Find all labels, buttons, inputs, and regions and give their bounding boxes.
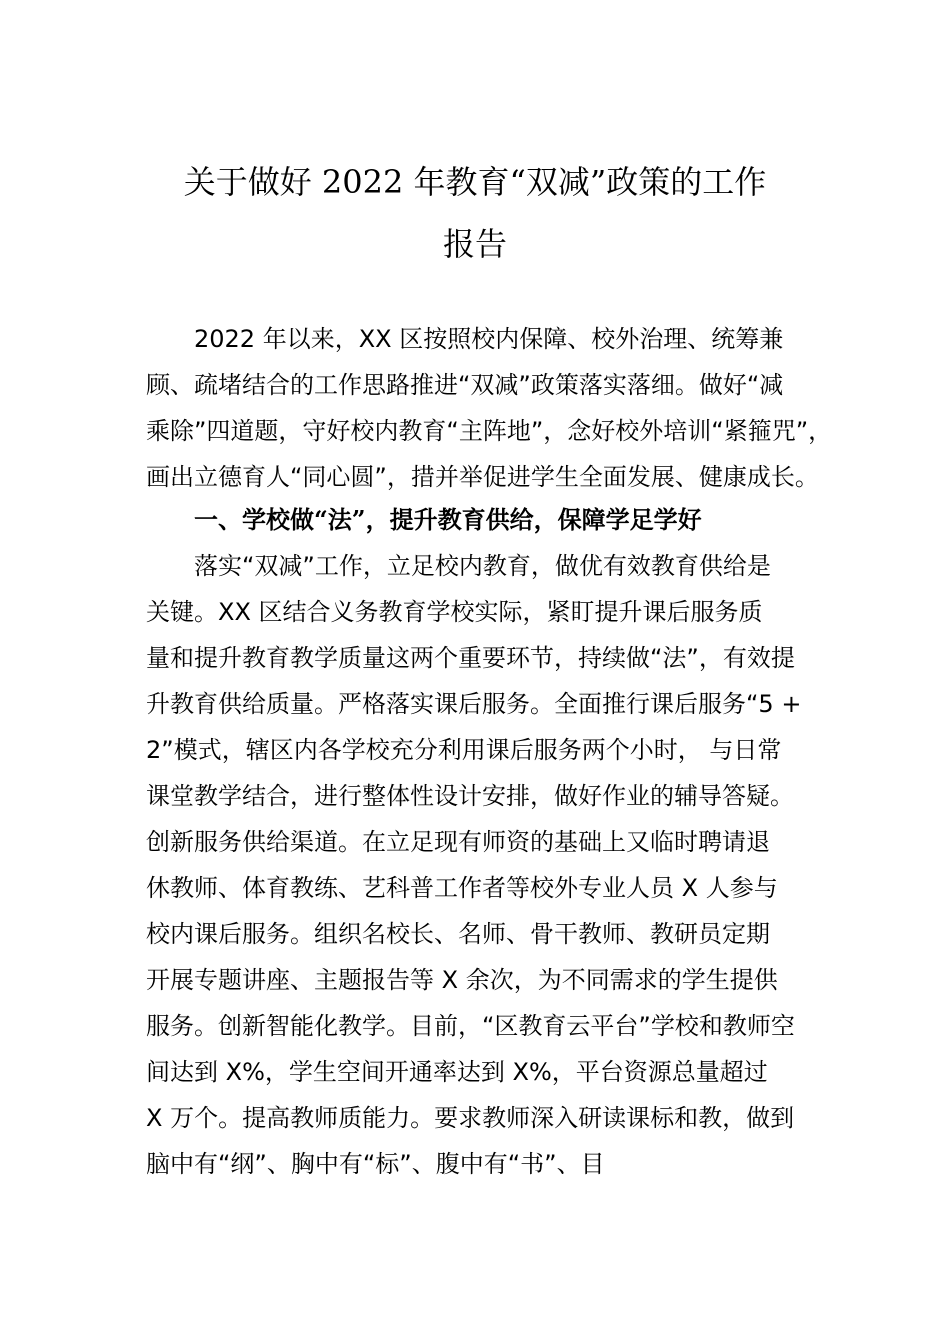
paragraph-line: 脑中有“纲”、胸中有“标”、腹中有“书”、目 <box>146 1150 605 1178</box>
paragraph-line: 2022 年以来，XX 区按照校内保障、校外治理、统筹兼 <box>194 325 784 353</box>
paragraph-line: 2”模式，辖区内各学校充分利用课后服务两个小时， 与日常 <box>146 736 782 764</box>
section-heading: 一、学校做“法”，提升教育供给，保障学足学好 <box>194 505 702 534</box>
paragraph-line: 创新服务供给渠道。在立足现有师资的基础上又临时聘请退 <box>146 828 770 856</box>
paragraph-line: 校内课后服务。组织名校长、名师、骨干教师、教研员定期 <box>146 920 770 948</box>
document-title-line-2: 报告 <box>442 225 507 263</box>
paragraph-line: 量和提升教育教学质量这两个重要环节，持续做“法”，有效提 <box>146 644 795 672</box>
document-title-line-1: 关于做好 2022 年教育“双减”政策的工作 <box>183 163 767 201</box>
paragraph-line: 画出立德育人“同心圆”，措并举促进学生全面发展、健康成长。 <box>146 463 819 491</box>
paragraph-line: 课堂教学结合，进行整体性设计安排，做好作业的辅导答疑。 <box>146 782 794 810</box>
paragraph-line: 开展专题讲座、主题报告等 X 余次，为不同需求的学生提供 <box>146 966 778 994</box>
paragraph-line: 乘除”四道题，守好校内教育“主阵地”，念好校外培训“紧箍咒”， <box>146 417 833 445</box>
paragraph-line: 休教师、体育教练、艺科普工作者等校外专业人员 X 人参与 <box>146 874 778 902</box>
paragraph-line: 升教育供给质量。严格落实课后服务。全面推行课后服务“5 + <box>146 690 802 718</box>
paragraph-line: 落实“双减”工作，立足校内教育，做优有效教育供给是 <box>194 552 771 580</box>
paragraph-line: 间达到 X%，学生空间开通率达到 X%，平台资源总量超过 <box>146 1058 768 1086</box>
paragraph-line: 顾、疏堵结合的工作思路推进“双减”政策落实落细。做好“减 <box>146 371 784 399</box>
paragraph-line: X 万个。提高教师质能力。要求教师深入研读课标和教，做到 <box>146 1104 795 1132</box>
paragraph-line: 服务。创新智能化教学。目前，“区教育云平台”学校和教师空 <box>146 1012 795 1040</box>
paragraph-line: 关键。XX 区结合义务教育学校实际，紧盯提升课后服务质 <box>146 598 763 626</box>
